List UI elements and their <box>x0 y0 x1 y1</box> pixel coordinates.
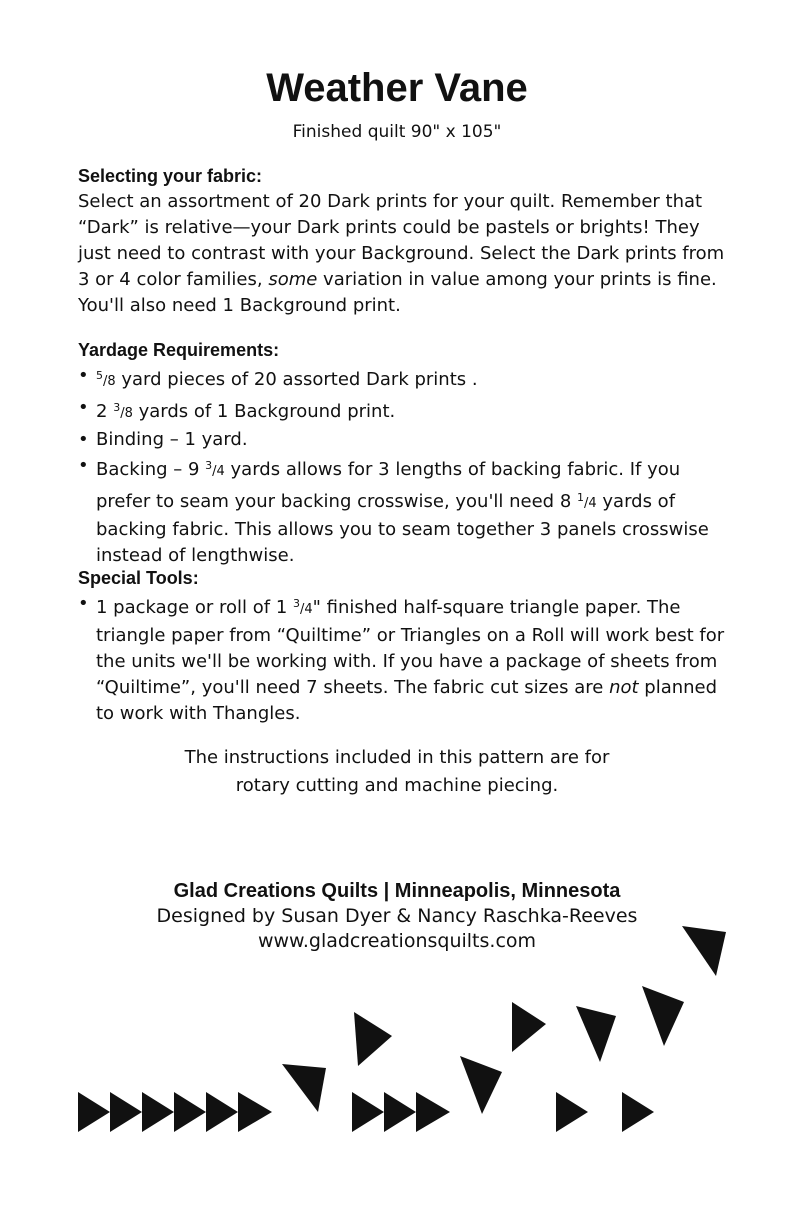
triangle-icon <box>622 1092 654 1132</box>
triangle-icon <box>384 1092 416 1132</box>
list-item: • Binding – 1 yard. <box>78 427 728 453</box>
fabric-heading: Selecting your fabric: <box>78 166 263 186</box>
finished-size: Finished quilt 90" x 105" <box>292 122 502 142</box>
fraction: $^3$/8 <box>113 401 133 421</box>
triangle-row-middle <box>352 1092 450 1132</box>
tools-heading: Special Tools: <box>78 568 199 588</box>
triangle-icon <box>110 1092 142 1132</box>
list-item: • $^5$/8 yard pieces of 20 assorted Dark prints . <box>78 363 728 395</box>
yardage-heading: Yardage Requirements: <box>78 340 280 360</box>
triangle-icon <box>642 986 684 1046</box>
triangle-icon <box>238 1092 272 1132</box>
website-line: www.gladcreationsquilts.com <box>257 930 537 952</box>
flying-triangles <box>282 926 726 1114</box>
fabric-text-emphasis: some <box>268 269 318 290</box>
triangle-row-left <box>78 1092 272 1132</box>
list-item: • 2 $^3$/8 yards of 1 Background print. <box>78 395 728 427</box>
studio-name: Glad Creations Quilts | Minneapolis, Minnesota <box>173 880 621 902</box>
fraction: $^5$/8 <box>96 369 116 389</box>
triangle-icon <box>352 1092 384 1132</box>
triangle-icon <box>416 1092 450 1132</box>
triangle-icon <box>354 1012 392 1066</box>
triangle-icon <box>512 1002 546 1052</box>
triangle-row-right <box>556 1092 654 1132</box>
pattern-title: Weather Vane <box>266 66 528 110</box>
triangle-icon <box>576 1006 616 1062</box>
triangle-icon <box>206 1092 238 1132</box>
fraction: $^1$/4 <box>577 491 597 511</box>
fraction: $^3$/4 <box>205 459 225 479</box>
fabric-text-part: variation in value among your prints is fine. You'll also need 1 Background print. <box>78 269 717 316</box>
tools-emphasis: not <box>609 677 639 698</box>
list-item: • Backing – 9 $^3$/4 yards allows for 3 lengths of backing fabric. If you prefer to seam your backing crosswise, you'll need 8 $^1$/4 yards of backing fabric. This allows you to seam together 3 panels crosswise instead of lengthwise. <box>78 453 728 569</box>
designers-line: Designed by Susan Dyer & Nancy Raschka-Reeves <box>156 905 638 927</box>
note-line: rotary cutting and machine piecing. <box>235 775 559 796</box>
triangle-icon <box>78 1092 110 1132</box>
fabric-text-part: Select an assortment of 20 Dark prints for your quilt. Remember that “Dark” is relative—your Dark prints could be pastels or brights! They just need to contrast with your Background. Select the Dark prints from 3 or 4 color families, <box>78 191 725 290</box>
triangle-icon <box>282 1064 326 1112</box>
triangle-icon <box>460 1056 502 1114</box>
triangle-icon <box>556 1092 588 1132</box>
triangle-icon <box>142 1092 174 1132</box>
triangle-icon <box>682 926 726 976</box>
triangle-icon <box>174 1092 206 1132</box>
note-line: The instructions included in this pattern are for <box>184 747 610 768</box>
fraction: $^3$/4 <box>293 597 313 617</box>
list-item: • 1 package or roll of 1 $^3$/4" finished half-square triangle paper. The triangle paper from “Quiltime” or Triangles on a Roll will work best for the units we'll be working with. If you have a package of sheets from “Quiltime”, you'll need 7 sheets. The fabric cut sizes are not planned to work with Thangles. <box>78 591 728 727</box>
